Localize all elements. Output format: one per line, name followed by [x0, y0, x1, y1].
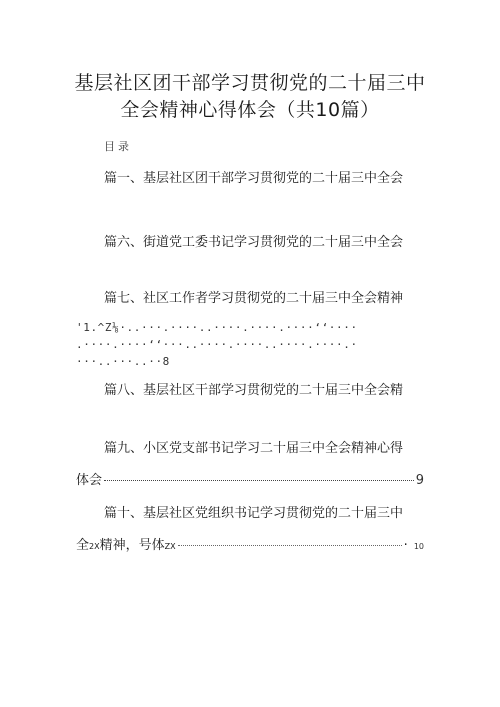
toc-entry-10-text-a: 全: [76, 538, 90, 553]
toc-entry-10-dot: ·: [403, 538, 408, 553]
toc-entry-7[interactable]: 篇七、社区工作者学习贯彻党的二十届三中全会精神: [104, 291, 404, 306]
toc-heading: 目录: [104, 140, 132, 153]
toc-entry-10[interactable]: 篇十、基层社区党组织书记学习贯彻党的二十届三中: [104, 506, 404, 521]
toc-entry-7-leader-line-2: .····.····‘‘···..····.····..····.····.·: [76, 338, 358, 351]
toc-entry-10-text-b: 2X: [89, 542, 100, 551]
toc-entry-9-continuation[interactable]: [76, 469, 424, 488]
dot-leader: [178, 544, 402, 546]
toc-entry-7-leader-line-3: ···..···..··8: [76, 355, 170, 368]
document-title-line-2: 全会精神心得体会（共10篇）: [120, 99, 380, 121]
document-title-line-1: 基层社区团干部学习贯彻党的二十届三中: [74, 72, 426, 94]
toc-entry-7-leader-line-1: '1.^Z⅛·..···.····..····.····.····‘‘····: [76, 321, 358, 334]
toc-entry-6[interactable]: 篇六、街道党工委书记学习贯彻党的二十届三中全会: [104, 235, 404, 250]
page-number: 9: [415, 473, 424, 488]
toc-entry-1[interactable]: 篇一、基层社区团干部学习贯彻党的二十届三中全会: [104, 171, 404, 186]
dot-leader: [104, 479, 414, 481]
toc-entry-10-text-c: 精神，号体: [99, 538, 165, 553]
toc-entry-9[interactable]: 篇九、小区党支部书记学习二十届三中全会精神心得: [104, 441, 404, 456]
toc-entry-10-continuation[interactable]: [76, 534, 424, 553]
toc-entry-10-text-d: ZX: [164, 542, 176, 551]
toc-entry-9-text-end: 体会: [76, 473, 103, 488]
page-number: 10: [413, 542, 424, 551]
toc-entry-8[interactable]: 篇八、基层社区干部学习贯彻党的二十届三中全会精: [104, 383, 404, 398]
